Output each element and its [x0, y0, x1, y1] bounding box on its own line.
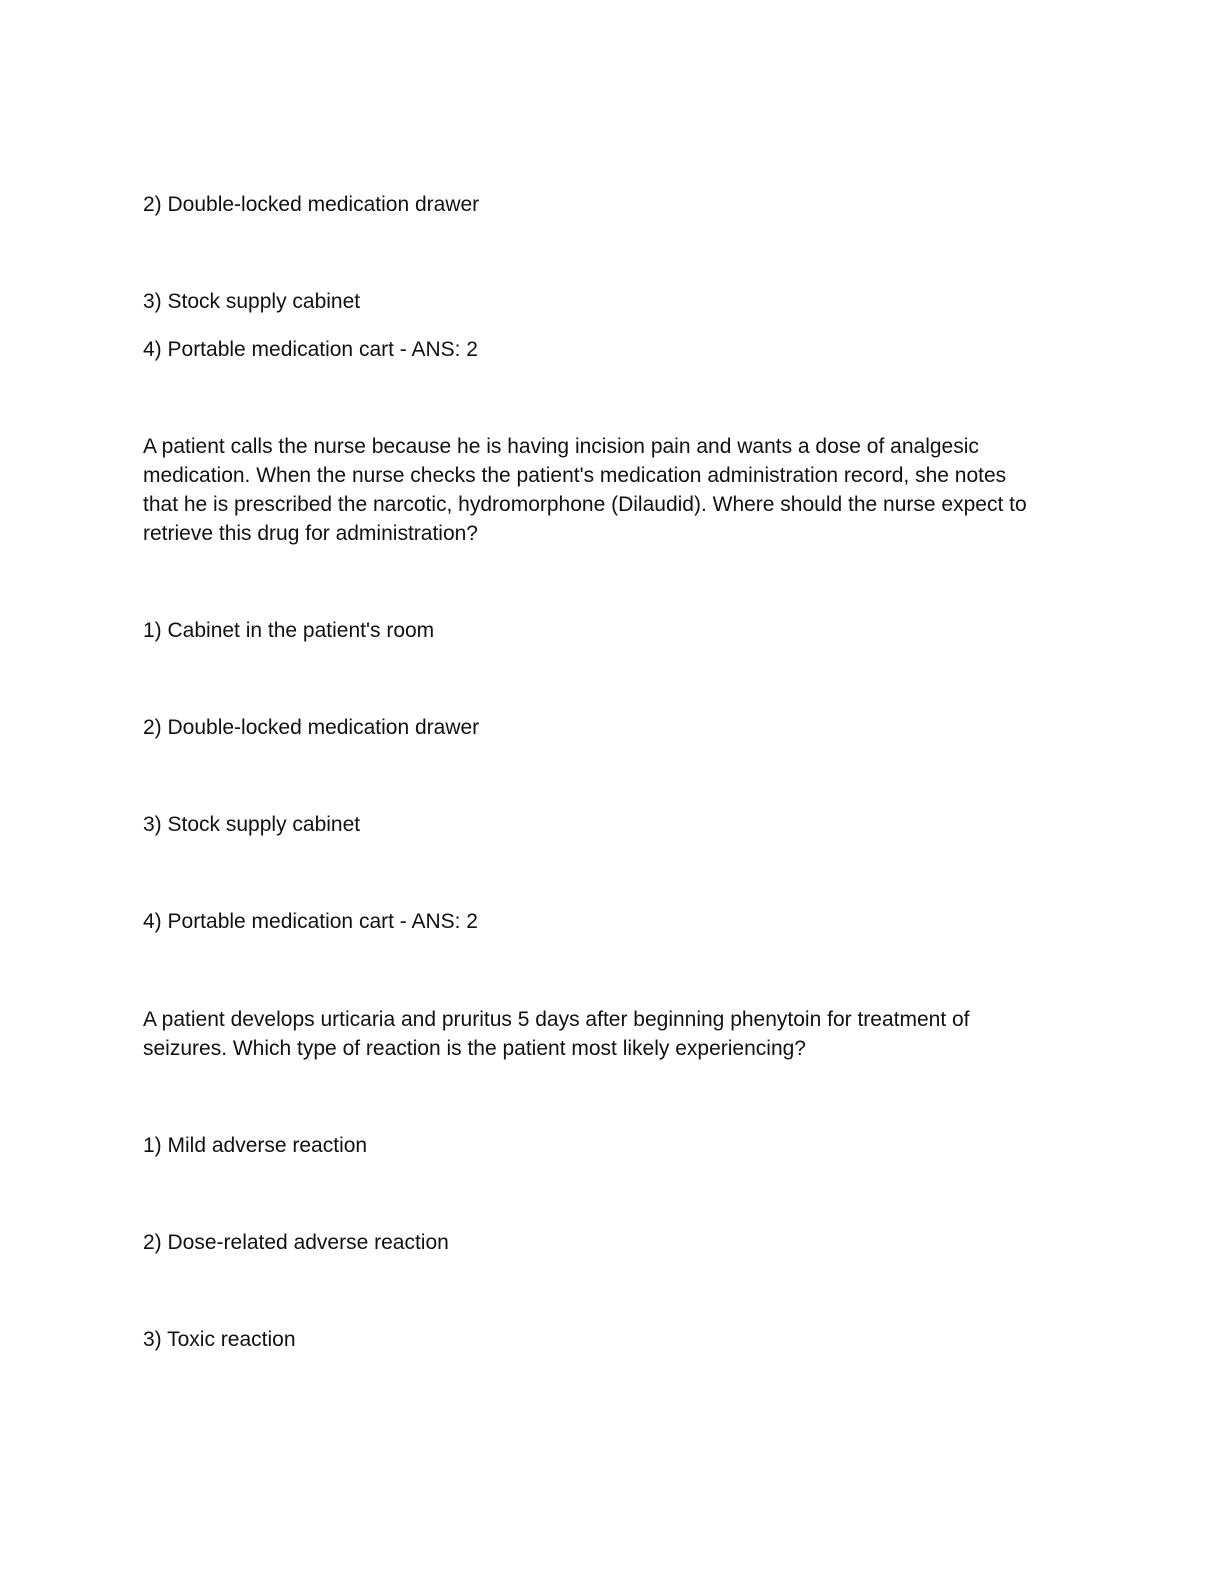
question-text-line: A patient develops urticaria and pruritus 5 days after beginning phenytoin for treatment of [143, 1008, 970, 1031]
answer-option-3: 3) Toxic reaction [143, 1328, 296, 1351]
answer-option-4: 4) Portable medication cart - ANS: 2 [143, 338, 478, 361]
answer-option-2: 2) Double-locked medication drawer [143, 716, 480, 739]
question-text-line: medication. When the nurse checks the patient's medication administration record, she notes [143, 464, 1007, 487]
question-text-line: retrieve this drug for administration? [143, 522, 478, 545]
question-text-line: that he is prescribed the narcotic, hydromorphone (Dilaudid). Where should the nurse expect to [143, 493, 1027, 516]
question-text-line: seizures. Which type of reaction is the patient most likely experiencing? [143, 1037, 806, 1060]
question-text-line: A patient calls the nurse because he is having incision pain and wants a dose of analgesic [143, 435, 979, 458]
answer-option-3: 3) Stock supply cabinet [143, 813, 361, 836]
answer-option-1: 1) Mild adverse reaction [143, 1134, 368, 1157]
answer-option-4: 4) Portable medication cart - ANS: 2 [143, 910, 478, 933]
answer-option-2: 2) Double-locked medication drawer [143, 193, 480, 216]
answer-option-2: 2) Dose-related adverse reaction [143, 1231, 449, 1254]
answer-option-3: 3) Stock supply cabinet [143, 290, 361, 313]
answer-option-1: 1) Cabinet in the patient's room [143, 619, 435, 642]
